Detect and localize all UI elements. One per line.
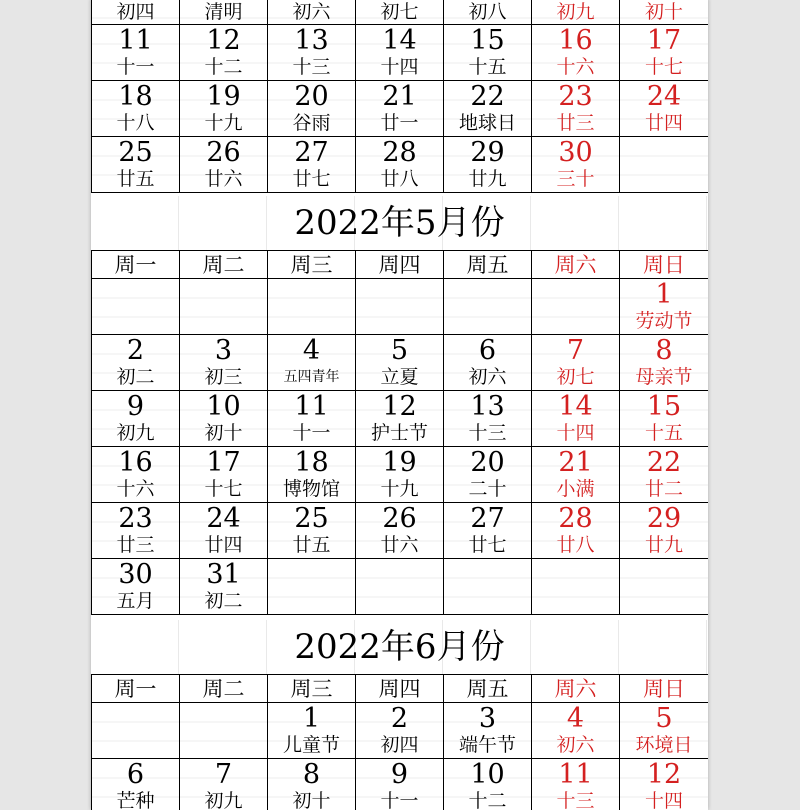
day-number: 30: [92, 559, 179, 589]
day-cell[interactable]: [268, 335, 356, 391]
day-number: 2: [356, 703, 443, 733]
day-number: 16: [92, 447, 179, 477]
day-cell[interactable]: [532, 759, 620, 810]
day-cell[interactable]: [268, 447, 356, 503]
day-number: 5: [620, 703, 708, 733]
lunar-or-holiday-label: [444, 589, 531, 613]
lunar-or-holiday-label: 十四: [532, 421, 619, 445]
june-calendar-table: [91, 674, 708, 810]
lunar-or-holiday-label: 劳动节: [620, 309, 708, 333]
day-cell[interactable]: [444, 25, 532, 81]
day-cell[interactable]: [444, 391, 532, 447]
day-cell[interactable]: [180, 279, 268, 335]
day-number: 14: [532, 391, 619, 421]
day-cell[interactable]: [444, 335, 532, 391]
day-cell[interactable]: [532, 391, 620, 447]
lunar-or-holiday-label: 谷雨: [268, 111, 355, 135]
day-number: 13: [444, 391, 531, 421]
week-row: [92, 25, 709, 81]
week-row: [92, 703, 709, 759]
week-row: [92, 335, 709, 391]
day-cell[interactable]: [268, 703, 356, 759]
lunar-or-holiday-label: 十三: [268, 55, 355, 79]
day-number: [92, 703, 179, 733]
day-number: 11: [532, 759, 619, 789]
day-number: 17: [180, 447, 267, 477]
lunar-or-holiday-label: 廿三: [92, 533, 179, 557]
day-number: 30: [532, 137, 619, 167]
day-cell[interactable]: [180, 503, 268, 559]
day-cell[interactable]: [532, 335, 620, 391]
day-cell[interactable]: [92, 335, 180, 391]
day-cell[interactable]: [268, 25, 356, 81]
day-cell[interactable]: [268, 279, 356, 335]
day-cell[interactable]: [268, 81, 356, 137]
day-number: 12: [180, 25, 267, 55]
lunar-or-holiday-label: 初六: [444, 365, 531, 389]
weekday-header-1: 周一: [92, 675, 180, 703]
day-number: 10: [444, 759, 531, 789]
day-cell[interactable]: [444, 81, 532, 137]
day-cell[interactable]: [356, 279, 444, 335]
day-cell[interactable]: [180, 81, 268, 137]
day-number: 25: [92, 137, 179, 167]
day-cell[interactable]: [268, 0, 356, 25]
week-row: [92, 81, 709, 137]
day-cell[interactable]: [620, 0, 709, 25]
day-cell[interactable]: [268, 137, 356, 193]
day-cell[interactable]: [180, 137, 268, 193]
day-number: [444, 559, 531, 589]
lunar-or-holiday-label: 初九: [180, 789, 267, 810]
day-number: 26: [356, 503, 443, 533]
weekday-header-4: 周四: [356, 675, 444, 703]
weekday-header-row: [92, 251, 709, 279]
day-number: 16: [532, 25, 619, 55]
day-cell[interactable]: [268, 391, 356, 447]
lunar-or-holiday-label: [92, 309, 179, 333]
day-cell[interactable]: [532, 503, 620, 559]
week-row: [92, 0, 709, 25]
day-number: 29: [620, 503, 708, 533]
lunar-or-holiday-label: 初九: [92, 421, 179, 445]
day-cell[interactable]: [444, 559, 532, 615]
day-number: [92, 279, 179, 309]
day-cell[interactable]: [532, 137, 620, 193]
weekday-header-1: 周一: [92, 251, 180, 279]
day-cell[interactable]: [268, 559, 356, 615]
day-number: 10: [180, 391, 267, 421]
lunar-or-holiday-label: 廿四: [620, 111, 708, 135]
day-number: 26: [180, 137, 267, 167]
day-number: 1: [268, 703, 355, 733]
day-number: [620, 137, 708, 167]
lunar-or-holiday-label: 博物馆: [268, 477, 355, 501]
lunar-or-holiday-label: 廿九: [444, 167, 531, 191]
day-number: [532, 559, 619, 589]
day-cell[interactable]: [356, 0, 444, 25]
lunar-or-holiday-label: 廿七: [268, 167, 355, 191]
day-cell[interactable]: [92, 559, 180, 615]
day-cell[interactable]: [532, 0, 620, 25]
lunar-or-holiday-label: 清明: [180, 0, 267, 24]
day-cell[interactable]: [532, 81, 620, 137]
day-cell[interactable]: [92, 0, 180, 25]
day-cell[interactable]: [444, 0, 532, 25]
lunar-or-holiday-label: 儿童节: [268, 733, 355, 757]
day-number: 12: [356, 391, 443, 421]
lunar-or-holiday-label: [268, 589, 355, 613]
lunar-or-holiday-label: 廿一: [356, 111, 443, 135]
day-cell[interactable]: [444, 137, 532, 193]
day-cell[interactable]: [620, 759, 709, 810]
april-calendar-table: [91, 0, 708, 193]
day-cell[interactable]: [92, 391, 180, 447]
weekday-header-3: 周三: [268, 675, 356, 703]
day-cell[interactable]: [356, 81, 444, 137]
day-cell[interactable]: [444, 279, 532, 335]
day-number: [268, 559, 355, 589]
day-cell[interactable]: [444, 447, 532, 503]
lunar-or-holiday-label: 廿二: [620, 477, 708, 501]
day-number: 18: [268, 447, 355, 477]
lunar-or-holiday-label: 十六: [532, 55, 619, 79]
day-number: [444, 279, 531, 309]
day-number: 8: [620, 335, 708, 365]
lunar-or-holiday-label: 十一: [92, 55, 179, 79]
weekday-header-row: [92, 675, 709, 703]
day-cell[interactable]: [620, 559, 709, 615]
day-cell[interactable]: [620, 25, 709, 81]
day-cell[interactable]: [180, 447, 268, 503]
lunar-or-holiday-label: 十七: [620, 55, 708, 79]
lunar-or-holiday-label: [532, 589, 619, 613]
day-cell[interactable]: [180, 703, 268, 759]
lunar-or-holiday-label: [620, 167, 708, 191]
lunar-or-holiday-label: 十四: [356, 55, 443, 79]
day-number: 3: [180, 335, 267, 365]
lunar-or-holiday-label: 十三: [532, 789, 619, 810]
day-cell[interactable]: [92, 759, 180, 810]
day-number: 21: [532, 447, 619, 477]
day-number: 2: [92, 335, 179, 365]
day-cell[interactable]: [356, 335, 444, 391]
day-number: [532, 279, 619, 309]
day-cell[interactable]: [92, 279, 180, 335]
lunar-or-holiday-label: 初八: [444, 0, 531, 24]
day-number: 7: [180, 759, 267, 789]
month-title-june: 2022年6月份: [91, 620, 708, 674]
day-cell[interactable]: [92, 25, 180, 81]
day-number: 18: [92, 81, 179, 111]
day-cell[interactable]: [92, 703, 180, 759]
day-number: 11: [92, 25, 179, 55]
month-title-may: 2022年5月份: [91, 196, 708, 250]
lunar-or-holiday-label: 初十: [620, 0, 708, 24]
day-number: 14: [356, 25, 443, 55]
lunar-or-holiday-label: 三十: [532, 167, 619, 191]
day-number: 5: [356, 335, 443, 365]
day-number: 27: [268, 137, 355, 167]
day-cell[interactable]: [532, 559, 620, 615]
lunar-or-holiday-label: 廿九: [620, 533, 708, 557]
lunar-or-holiday-label: 初十: [268, 789, 355, 810]
day-number: 7: [532, 335, 619, 365]
day-cell[interactable]: [444, 703, 532, 759]
lunar-or-holiday-label: 十二: [444, 789, 531, 810]
day-number: [268, 279, 355, 309]
lunar-or-holiday-label: 初二: [92, 365, 179, 389]
day-number: 11: [268, 391, 355, 421]
day-number: 1: [620, 279, 708, 309]
day-number: [356, 279, 443, 309]
weekday-header-7: 周日: [620, 675, 709, 703]
lunar-or-holiday-label: 廿五: [268, 533, 355, 557]
day-number: 23: [92, 503, 179, 533]
lunar-or-holiday-label: 廿五: [92, 167, 179, 191]
day-cell[interactable]: [620, 81, 709, 137]
lunar-or-holiday-label: 十六: [92, 477, 179, 501]
lunar-or-holiday-label: 十九: [180, 111, 267, 135]
day-cell[interactable]: [356, 759, 444, 810]
lunar-or-holiday-label: [268, 309, 355, 333]
day-number: [356, 559, 443, 589]
day-cell[interactable]: [268, 503, 356, 559]
day-cell[interactable]: [444, 503, 532, 559]
day-number: 24: [620, 81, 708, 111]
may-block: [91, 250, 708, 615]
day-number: 28: [356, 137, 443, 167]
lunar-or-holiday-label: [620, 589, 708, 613]
day-number: 21: [356, 81, 443, 111]
day-cell[interactable]: [92, 137, 180, 193]
lunar-or-holiday-label: 初七: [532, 365, 619, 389]
day-cell[interactable]: [620, 137, 709, 193]
day-number: 22: [620, 447, 708, 477]
day-number: 20: [444, 447, 531, 477]
day-cell[interactable]: [268, 759, 356, 810]
day-cell[interactable]: [444, 759, 532, 810]
day-number: 3: [444, 703, 531, 733]
lunar-or-holiday-label: 初三: [180, 365, 267, 389]
day-number: 17: [620, 25, 708, 55]
day-cell[interactable]: [92, 503, 180, 559]
lunar-or-holiday-label: 小满: [532, 477, 619, 501]
lunar-or-holiday-label: [532, 309, 619, 333]
day-cell[interactable]: [180, 335, 268, 391]
day-cell[interactable]: [356, 391, 444, 447]
day-number: 15: [620, 391, 708, 421]
lunar-or-holiday-label: 五四青年: [268, 365, 355, 389]
day-number: 22: [444, 81, 531, 111]
calendar-sheet: [91, 0, 708, 810]
week-row: [92, 279, 709, 335]
day-cell[interactable]: [356, 503, 444, 559]
day-number: 19: [180, 81, 267, 111]
day-number: 23: [532, 81, 619, 111]
weekday-header-2: 周二: [180, 251, 268, 279]
day-cell[interactable]: [532, 279, 620, 335]
day-cell[interactable]: [356, 559, 444, 615]
lunar-or-holiday-label: 母亲节: [620, 365, 708, 389]
weekday-header-3: 周三: [268, 251, 356, 279]
lunar-or-holiday-label: 廿六: [356, 533, 443, 557]
day-number: 13: [268, 25, 355, 55]
lunar-or-holiday-label: 十一: [356, 789, 443, 810]
day-cell[interactable]: [532, 25, 620, 81]
day-number: 9: [92, 391, 179, 421]
day-number: [180, 703, 267, 733]
day-number: 4: [268, 335, 355, 365]
lunar-or-holiday-label: 初六: [532, 733, 619, 757]
week-row: [92, 447, 709, 503]
lunar-or-holiday-label: [356, 589, 443, 613]
day-number: 12: [620, 759, 708, 789]
lunar-or-holiday-label: 十七: [180, 477, 267, 501]
lunar-or-holiday-label: [92, 733, 179, 757]
day-number: 24: [180, 503, 267, 533]
day-cell[interactable]: [356, 137, 444, 193]
week-row: [92, 559, 709, 615]
lunar-or-holiday-label: 十一: [268, 421, 355, 445]
lunar-or-holiday-label: 廿四: [180, 533, 267, 557]
lunar-or-holiday-label: 初六: [268, 0, 355, 24]
day-number: [180, 279, 267, 309]
weekday-header-5: 周五: [444, 675, 532, 703]
day-number: 8: [268, 759, 355, 789]
week-row: [92, 391, 709, 447]
lunar-or-holiday-label: 十五: [620, 421, 708, 445]
june-block: [91, 674, 708, 810]
lunar-or-holiday-label: 十四: [620, 789, 708, 810]
day-cell[interactable]: [180, 25, 268, 81]
lunar-or-holiday-label: [356, 309, 443, 333]
day-number: 6: [444, 335, 531, 365]
day-cell[interactable]: [180, 391, 268, 447]
weekday-header-7: 周日: [620, 251, 709, 279]
lunar-or-holiday-label: 十九: [356, 477, 443, 501]
lunar-or-holiday-label: 五月: [92, 589, 179, 613]
day-cell[interactable]: [356, 447, 444, 503]
day-cell[interactable]: [180, 559, 268, 615]
weekday-header-4: 周四: [356, 251, 444, 279]
lunar-or-holiday-label: 廿八: [532, 533, 619, 557]
april-block: [91, 0, 708, 193]
day-number: 27: [444, 503, 531, 533]
lunar-or-holiday-label: 廿七: [444, 533, 531, 557]
week-row: [92, 503, 709, 559]
weekday-header-2: 周二: [180, 675, 268, 703]
lunar-or-holiday-label: 初二: [180, 589, 267, 613]
lunar-or-holiday-label: 十八: [92, 111, 179, 135]
day-number: 20: [268, 81, 355, 111]
day-cell[interactable]: [356, 25, 444, 81]
lunar-or-holiday-label: 端午节: [444, 733, 531, 757]
week-row: [92, 759, 709, 810]
weekday-header-6: 周六: [532, 675, 620, 703]
lunar-or-holiday-label: [180, 309, 267, 333]
lunar-or-holiday-label: 初四: [92, 0, 179, 24]
lunar-or-holiday-label: 初四: [356, 733, 443, 757]
day-cell[interactable]: [180, 759, 268, 810]
day-cell[interactable]: [620, 703, 709, 759]
lunar-or-holiday-label: 廿三: [532, 111, 619, 135]
lunar-or-holiday-label: 芒种: [92, 789, 179, 810]
lunar-or-holiday-label: [180, 733, 267, 757]
day-number: 4: [532, 703, 619, 733]
day-cell[interactable]: [532, 447, 620, 503]
may-calendar-table: [91, 250, 708, 615]
day-number: 25: [268, 503, 355, 533]
day-cell[interactable]: [92, 447, 180, 503]
day-cell[interactable]: [620, 279, 709, 335]
day-cell[interactable]: [620, 391, 709, 447]
day-number: 9: [356, 759, 443, 789]
day-number: 31: [180, 559, 267, 589]
lunar-or-holiday-label: 十五: [444, 55, 531, 79]
day-cell[interactable]: [180, 0, 268, 25]
week-row: [92, 137, 709, 193]
day-number: 15: [444, 25, 531, 55]
day-number: 29: [444, 137, 531, 167]
day-number: 28: [532, 503, 619, 533]
lunar-or-holiday-label: 立夏: [356, 365, 443, 389]
day-cell[interactable]: [620, 335, 709, 391]
lunar-or-holiday-label: 十二: [180, 55, 267, 79]
weekday-header-6: 周六: [532, 251, 620, 279]
lunar-or-holiday-label: 地球日: [444, 111, 531, 135]
day-number: 19: [356, 447, 443, 477]
day-number: [620, 559, 708, 589]
lunar-or-holiday-label: 初十: [180, 421, 267, 445]
day-cell[interactable]: [532, 703, 620, 759]
day-cell[interactable]: [620, 503, 709, 559]
lunar-or-holiday-label: 廿六: [180, 167, 267, 191]
lunar-or-holiday-label: 二十: [444, 477, 531, 501]
day-cell[interactable]: [356, 703, 444, 759]
lunar-or-holiday-label: [444, 309, 531, 333]
lunar-or-holiday-label: 廿八: [356, 167, 443, 191]
lunar-or-holiday-label: 初七: [356, 0, 443, 24]
weekday-header-5: 周五: [444, 251, 532, 279]
day-cell[interactable]: [620, 447, 709, 503]
lunar-or-holiday-label: 护士节: [356, 421, 443, 445]
lunar-or-holiday-label: 十三: [444, 421, 531, 445]
day-cell[interactable]: [92, 81, 180, 137]
lunar-or-holiday-label: 初九: [532, 0, 619, 24]
lunar-or-holiday-label: 环境日: [620, 733, 708, 757]
day-number: 6: [92, 759, 179, 789]
